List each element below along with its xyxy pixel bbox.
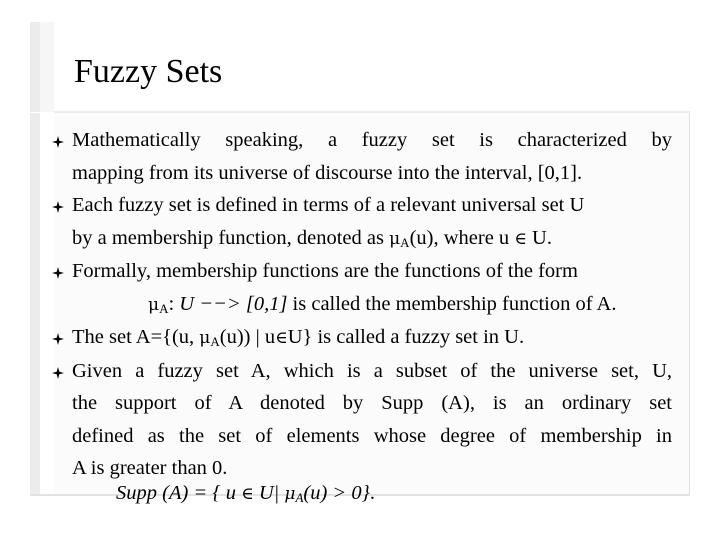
bullet-text-line [72,321,672,355]
bullet-item [52,255,672,321]
diamond-bullet-icon [52,367,64,379]
diamond-bullet-icon [52,136,64,148]
bullet-item [52,189,672,255]
support-definition [116,480,375,507]
bullet-list [52,124,672,485]
diamond-bullet-icon [52,333,64,345]
subscript: A [210,334,220,349]
text-fragment: The set A={(u, [72,326,200,348]
text-fragment: is called the membership function of A. [287,292,617,315]
text-fragment: (u), where u [409,226,515,249]
content-right-edge [689,113,690,495]
text-fragment: (u)) | u [219,326,276,348]
content-frame-bar [30,113,40,495]
bullet-text: Given a fuzzy set A, which is a subset of the universe set, U, [72,359,672,382]
mu-symbol: μ [148,294,160,315]
bullet-text: Each fuzzy set is defined in terms of a relevant universal set U [72,194,585,216]
bullet-item [52,321,672,355]
diamond-bullet-icon [52,201,64,213]
subscript: A [159,300,169,316]
title-frame-bar [30,22,40,112]
mu-symbol: μ [284,484,296,504]
subscript: A [400,234,410,250]
subscript: A [295,490,304,505]
text-fragment: U} is called a fuzzy set in U. [287,326,525,348]
element-of-symbol: ∈ [514,228,527,249]
element-of-symbol: ∈ [241,484,254,504]
bullet-text: the support of A denoted by Supp (A), is an ordinary set [72,392,672,414]
text-fragment: (u) > 0} [303,482,370,504]
bullet-text: mapping from its universe of discourse into the interval, [0,1]. [72,161,583,184]
bullet-text: Formally, membership functions are the functions of the form [72,260,578,282]
slide-title: Fuzzy Sets [74,53,223,90]
text-fragment: : [168,292,180,315]
title-rule [54,111,690,113]
text-fragment: by a membership function, denoted as [72,226,390,249]
text-fragment: U| [253,482,285,504]
element-of-symbol: ∈ [275,328,288,348]
diamond-bullet-icon [52,267,64,279]
text-fragment: . [369,482,375,504]
bullet-text-line [72,288,672,322]
bullet-item [52,355,672,485]
mu-symbol: μ [389,228,401,249]
mu-symbol: μ [199,328,211,348]
bullet-text: Mathematically speaking, a fuzzy set is characterized by [72,129,672,151]
title-frame-bar-inner [40,22,54,112]
bullet-item [52,124,672,189]
bullet-text-line [72,222,672,256]
text-fragment: Supp (A) = { u [116,482,242,504]
bullet-text: A is greater than 0. [72,457,228,479]
bullet-text: defined as the set of elements whose degree of membership in [72,424,672,447]
text-fragment: U. [526,226,552,249]
mapping-formula: U −−> [0,1] [179,292,288,315]
